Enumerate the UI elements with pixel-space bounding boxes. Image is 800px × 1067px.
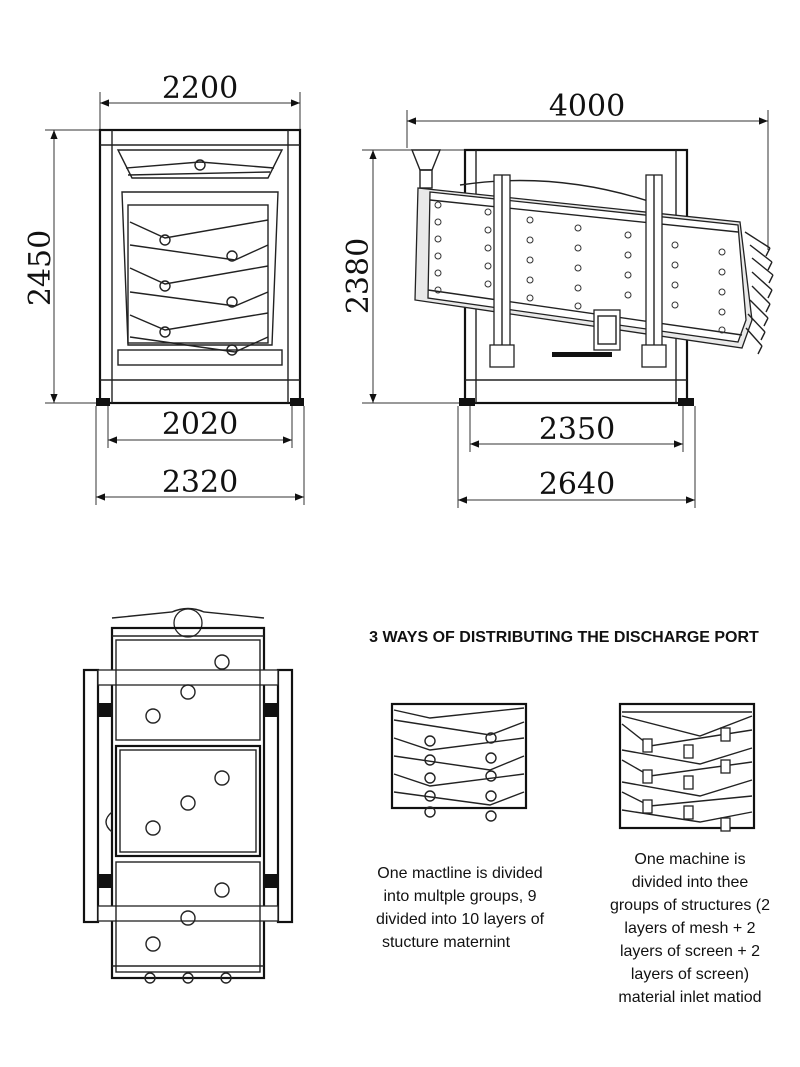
- dim-front-base-outer: 2320: [161, 465, 239, 500]
- front-view: [23, 71, 304, 505]
- dim-front-base-inner: 2020: [161, 407, 239, 442]
- dim-side-base-inner: 2350: [538, 412, 616, 447]
- caption-left: [376, 865, 545, 951]
- caption-left-line: into multple groups, 9: [383, 888, 537, 905]
- caption-right-line: One machine is: [634, 851, 746, 868]
- caption-right-line: groups of structures (2: [609, 897, 771, 914]
- caption-right: [610, 851, 770, 1006]
- discharge-option-b-diagram: [620, 704, 754, 831]
- caption-left-line: One mactline is divided: [377, 865, 543, 882]
- section-title: 3 WAYS OF DISTRIBUTING THE DISCHARGE PORT: [369, 629, 759, 646]
- caption-right-line: layers of screen): [630, 966, 750, 983]
- caption-right-line: material inlet matiod: [618, 989, 762, 1006]
- dim-side-base-outer: 2640: [538, 467, 616, 502]
- caption-right-line: layers of mesh + 2: [624, 920, 756, 937]
- discharge-option-a-diagram: [392, 704, 526, 821]
- caption-right-line: layers of screen + 2: [619, 943, 761, 960]
- dim-front-height: 2450: [23, 229, 58, 307]
- side-view: [341, 89, 773, 508]
- dim-front-top-width: 2200: [161, 71, 239, 106]
- dim-side-height: 2380: [341, 237, 376, 315]
- caption-left-line: divided into 10 layers of: [375, 911, 545, 928]
- caption-left-line: stucture maternint: [381, 934, 511, 951]
- top-view: [84, 609, 292, 984]
- dim-side-top-length: 4000: [548, 89, 626, 124]
- caption-right-line: divided into thee: [631, 874, 749, 891]
